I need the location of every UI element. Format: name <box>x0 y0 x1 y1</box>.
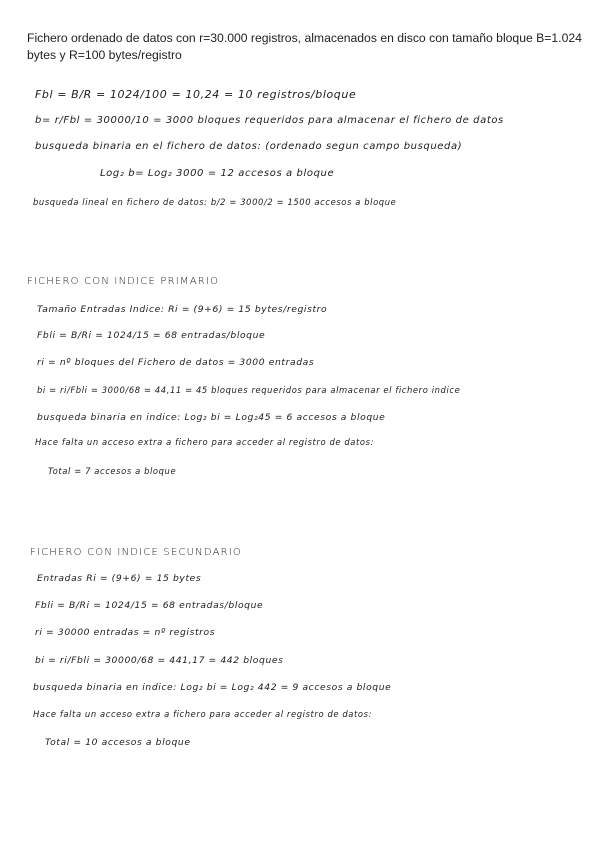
primary-total: Total = 7 accesos a bloque <box>48 466 177 476</box>
primary-binary-search: busqueda binaria en indice: Log₂ bi = Log₂45 = 6 accesos a bloque <box>37 412 386 423</box>
secondary-bi: bi = ri/Fbli = 30000/68 = 441,17 = 442 bloques <box>35 655 284 666</box>
secondary-entries: Entradas Ri = (9+6) = 15 bytes <box>37 573 202 584</box>
secondary-index-title: FICHERO CON INDICE SECUNDARIO <box>30 547 242 558</box>
primary-entry-size: Tamaño Entradas Indice: Ri = (9+6) = 15 bytes/registro <box>37 304 328 315</box>
primary-bi: bi = ri/Fbli = 3000/68 = 44,11 = 45 bloques requeridos para almacenar el fichero indice <box>37 385 461 395</box>
primary-ri: ri = nº bloques del Fichero de datos = 3000 entradas <box>37 357 315 368</box>
binary-search-line: busqueda binaria en el fichero de datos: (ordenado segun campo busqueda) <box>35 141 463 152</box>
secondary-extra-access: Hace falta un acceso extra a fichero para acceder al registro de datos: <box>33 709 373 719</box>
linear-search-line: busqueda lineal en fichero de datos: b/2 = 3000/2 = 1500 accesos a bloque <box>33 197 397 207</box>
secondary-binary-search: busqueda binaria en indice: Log₂ bi = Log₂ 442 = 9 accesos a bloque <box>33 682 392 693</box>
primary-extra-access: Hace falta un acceso extra a fichero para acceder al registro de datos: <box>35 437 375 447</box>
fbl-line: Fbl = B/R = 1024/100 = 10,24 = 10 registros/bloque <box>35 88 357 101</box>
problem-statement: Fichero ordenado de datos con r=30.000 registros, almacenados en disco con tamaño bloque B=1.024 bytes y R=100 bytes/registro <box>27 31 582 62</box>
log-line: Log₂ b= Log₂ 3000 = 12 accesos a bloque <box>100 168 335 179</box>
blocks-line: b= r/Fbl = 30000/10 = 3000 bloques requeridos para almacenar el fichero de datos <box>35 115 504 126</box>
secondary-ri: ri = 30000 entradas = nº registros <box>35 627 216 638</box>
primary-index-title: FICHERO CON INDICE PRIMARIO <box>27 276 220 287</box>
secondary-fbli: Fbli = B/Ri = 1024/15 = 68 entradas/bloque <box>35 600 264 611</box>
secondary-total: Total = 10 accesos a bloque <box>45 737 191 748</box>
primary-fbli: Fbli = B/Ri = 1024/15 = 68 entradas/bloque <box>37 330 266 341</box>
